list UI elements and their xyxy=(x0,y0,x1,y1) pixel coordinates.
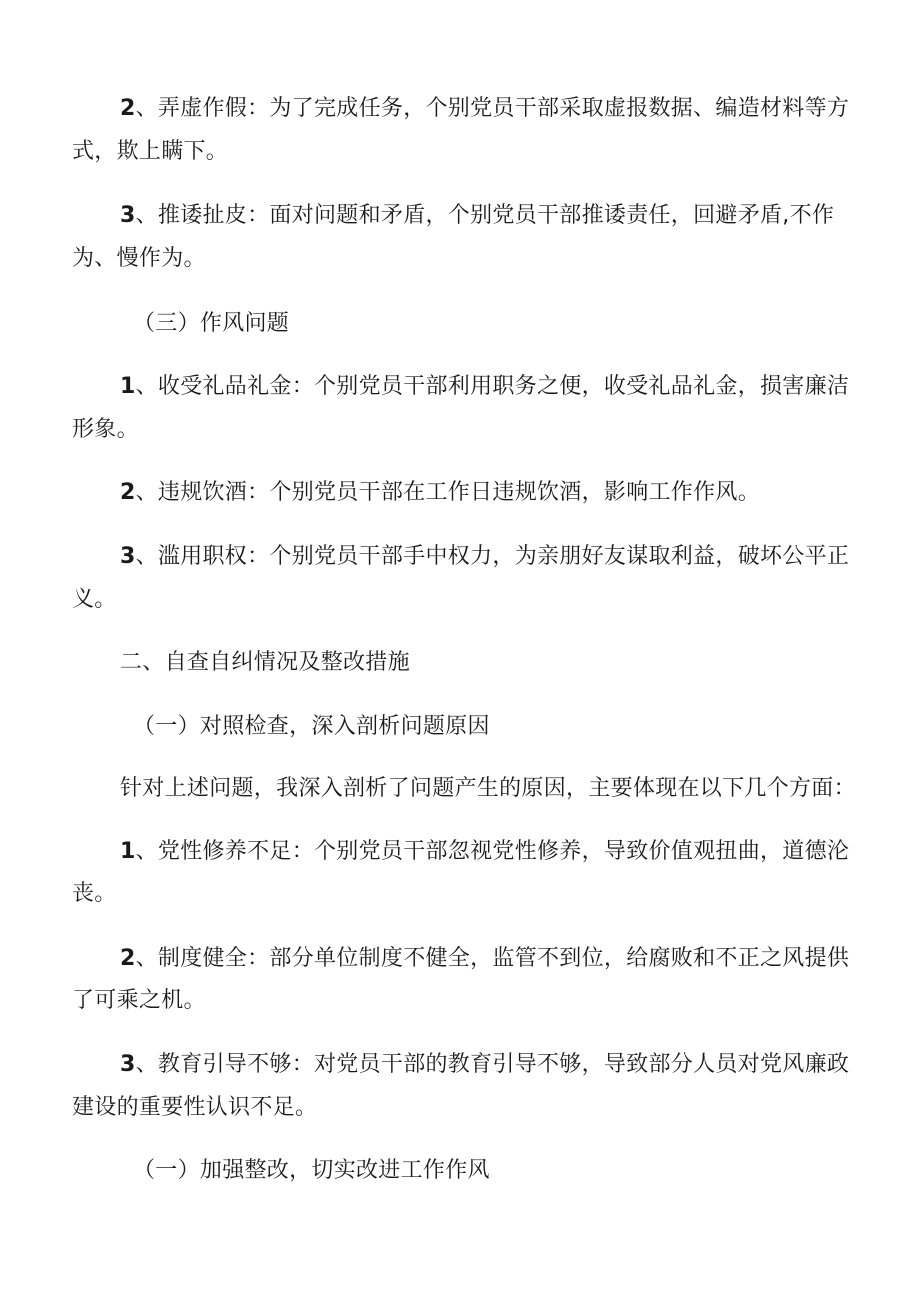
paragraph-buck-passing-line2: 为、慢作为。 xyxy=(72,246,206,271)
paragraph-falsification-line2: 式，欺上瞒下。 xyxy=(72,139,229,164)
paragraph-drinking-line1 xyxy=(120,472,880,514)
item-number: 2 xyxy=(120,96,136,121)
item-number: 3 xyxy=(120,544,136,569)
paragraph-text: 、制度健全：部分单位制度不健全，监管不到位，给腐败和不正之风提供 xyxy=(135,946,850,971)
item-number: 1 xyxy=(120,839,136,864)
item-number: 3 xyxy=(120,203,136,228)
section-heading-rectification: （一）加强整改，切实改进工作作风 xyxy=(133,1158,490,1183)
paragraph-text: 、党性修养不足：个别党员干部忽视党性修养，导致价值观扭曲，道德沦 xyxy=(135,839,850,864)
paragraph-abuse-power-line1 xyxy=(120,536,880,578)
paragraph-text: 、教育引导不够：对党员干部的教育引导不够，导致部分人员对党风廉政 xyxy=(135,1052,850,1077)
item-number: 3 xyxy=(120,1052,136,1077)
paragraph-education-line1 xyxy=(120,1044,880,1086)
item-number: 1 xyxy=(120,374,136,399)
paragraph-intro-analysis: 针对上述问题，我深入剖析了问题产生的原因，主要体现在以下几个方面： xyxy=(120,776,856,801)
paragraph-gifts-line1 xyxy=(120,366,880,408)
section-heading-analysis: （一）对照检查，深入剖析问题原因 xyxy=(133,714,490,739)
paragraph-text: 、违规饮酒：个别党员干部在工作日违规饮酒，影响工作作风。 xyxy=(135,480,761,505)
paragraph-education-line2: 建设的重要性认识不足。 xyxy=(72,1095,318,1120)
paragraph-system-line2: 了可乘之机。 xyxy=(72,988,206,1013)
paragraph-falsification-line1 xyxy=(120,88,880,130)
paragraph-text: 、收受礼品礼金：个别党员干部利用职务之便，收受礼品礼金，损害廉洁 xyxy=(135,374,850,399)
item-number: 2 xyxy=(120,480,136,505)
paragraph-buck-passing-line1 xyxy=(120,195,880,237)
section-heading-style-issues: （三）作风问题 xyxy=(133,311,290,336)
paragraph-abuse-power-line2: 义。 xyxy=(72,587,117,612)
section-heading-self-inspection: 二、自查自纠情况及整改措施 xyxy=(120,650,410,675)
paragraph-party-spirit-line1 xyxy=(120,831,880,873)
paragraph-party-spirit-line2: 丧。 xyxy=(72,881,117,906)
paragraph-gifts-line2: 形象。 xyxy=(72,417,139,442)
paragraph-text: 、推诿扯皮：面对问题和矛盾，个别党员干部推诿责任，回避矛盾,不作 xyxy=(135,203,835,228)
paragraph-text: 、滥用职权：个别党员干部手中权力，为亲朋好友谋取利益，破坏公平正 xyxy=(135,544,850,569)
paragraph-text: 、弄虚作假：为了完成任务，个别党员干部采取虚报数据、编造材料等方 xyxy=(135,96,850,121)
paragraph-system-line1 xyxy=(120,938,880,980)
item-number: 2 xyxy=(120,946,136,971)
